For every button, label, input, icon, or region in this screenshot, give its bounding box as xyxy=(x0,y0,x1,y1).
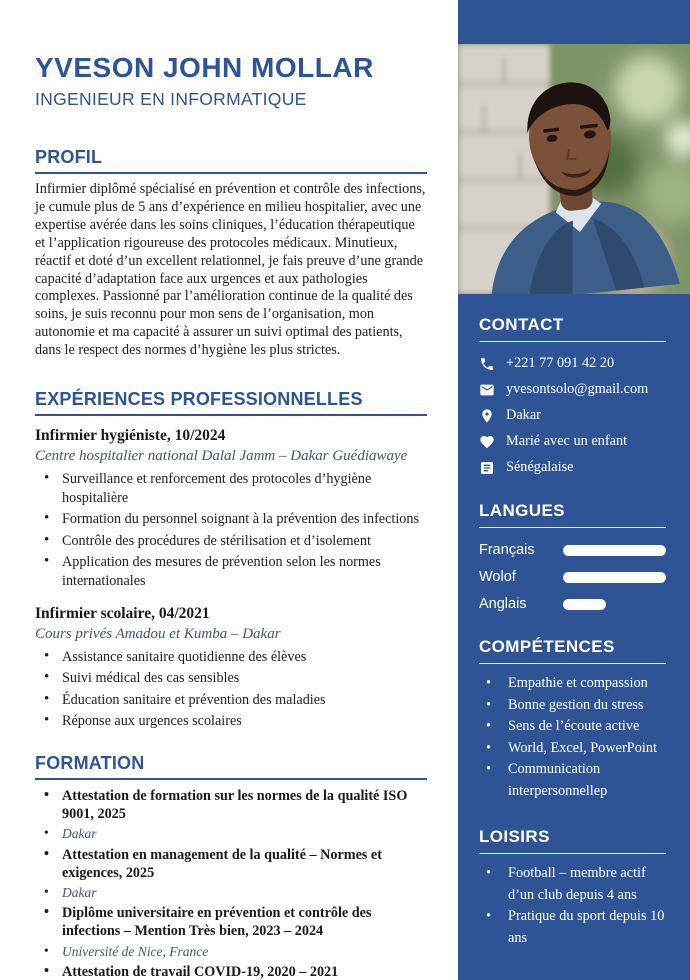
contact-row-phone xyxy=(479,355,666,372)
job-bullet: • Réponse aux urgences scolaires xyxy=(35,712,427,731)
job-company: Cours privés Amadou et Kumba – Dakar xyxy=(35,625,281,642)
job-company: Centre hospitalier national Dalal Jamm – Dakar Guédiawaye xyxy=(35,448,408,465)
sidebar-section-loisirs xyxy=(479,827,666,949)
formation-location: • Université de Nice, France xyxy=(35,943,427,961)
language-label: Français xyxy=(479,542,535,558)
competences-heading: COMPÉTENCES xyxy=(479,637,666,664)
loisirs-heading: LOISIRS xyxy=(479,827,666,854)
formation-item: • Attestation de travail COVID-19, 2020 – 2021 xyxy=(35,963,427,980)
language-level-bar xyxy=(563,599,666,610)
language-level-fill xyxy=(563,572,666,583)
formation-item: • Attestation en management de la qualité – Normes et exigences, 2025 xyxy=(35,846,427,882)
language-level-fill xyxy=(563,545,666,556)
formation-item: • Attestation de formation sur les normes de la qualité ISO 9001, 2025 xyxy=(35,787,427,823)
job-bullet: • Application des mesures de prévention selon les normes internationales xyxy=(35,553,427,590)
sidebar-section-langues xyxy=(479,501,666,612)
sidebar xyxy=(458,0,690,980)
job-bullet: • Formation du personnel soignant à la prévention des infections xyxy=(35,510,427,529)
language-label: Wolof xyxy=(479,569,516,585)
formation-item: • Diplôme universitaire en prévention et contrôle des infections – Mention Très bien, 2023 – 2024 xyxy=(35,904,427,940)
job-bullet: • Contrôle des procédures de stérilisation et d’isolement xyxy=(35,532,427,551)
profile-photo xyxy=(458,44,690,294)
formation-heading: FORMATION xyxy=(35,753,427,780)
formation-location: • Dakar xyxy=(35,884,427,902)
language-label: Anglais xyxy=(479,596,527,612)
loisirs-list xyxy=(479,863,666,949)
sidebar-section-competences xyxy=(479,637,666,802)
competence-item: • Empathie et compassion xyxy=(479,673,666,695)
contact-family-value: Marié avec un enfant xyxy=(506,433,628,449)
job-title: Infirmier scolaire, 04/2021 xyxy=(35,604,210,622)
heart-icon xyxy=(479,434,495,450)
section-profil xyxy=(35,147,427,360)
job-bullet: • Surveillance et renforcement des protocoles d’hygiène hospitalière xyxy=(35,470,427,507)
langues-heading: LANGUES xyxy=(479,501,666,528)
contact-row-email xyxy=(479,381,666,398)
formation-location: • Dakar xyxy=(35,825,427,843)
language-row xyxy=(479,569,666,585)
person-job-title: INGENIEUR EN INFORMATIQUE xyxy=(35,89,307,109)
language-level-bar xyxy=(563,572,666,583)
email-icon xyxy=(479,382,495,398)
language-row xyxy=(479,596,666,612)
contact-row-location xyxy=(479,407,666,424)
phone-icon xyxy=(479,356,495,372)
loisir-item: • Pratique du sport depuis 10 ans xyxy=(479,906,666,949)
sidebar-section-contact xyxy=(479,315,666,476)
competence-item: • Bonne gestion du stress xyxy=(479,695,666,717)
formation-list xyxy=(35,787,427,980)
section-experiences xyxy=(35,389,427,731)
job-title: Infirmier hygiéniste, 10/2024 xyxy=(35,427,226,445)
contact-heading: CONTACT xyxy=(479,315,666,342)
job-bullet: • Éducation sanitaire et prévention des maladies xyxy=(35,691,427,710)
job-entry xyxy=(35,425,427,591)
main-column xyxy=(35,0,427,980)
section-formation xyxy=(35,753,427,980)
job-bullet: • Assistance sanitaire quotidienne des élèves xyxy=(35,648,427,667)
job-bullet: • Suivi médical des cas sensibles xyxy=(35,669,427,688)
job-entry xyxy=(35,603,427,731)
sidebar-content xyxy=(458,294,690,949)
loisir-item: • Football – membre actif d’un club depuis 4 ans xyxy=(479,863,666,906)
id-card-icon xyxy=(479,460,495,476)
job-bullet-list xyxy=(35,648,427,731)
language-level-bar xyxy=(563,545,666,556)
experiences-heading: EXPÉRIENCES PROFESSIONNELLES xyxy=(35,389,427,416)
contact-nationality-value: Sénégalaise xyxy=(506,459,574,475)
profil-heading: PROFIL xyxy=(35,147,427,174)
profil-text: Infirmier diplômé spécialisé en prévention et contrôle des infections, je cumule plus de 5 ans d’expérience en milieu hospitalier, avec une expertise avérée dans les soins cliniques, l’éducation thérapeutique et l’application rigoureuse des protocoles médicaux. Minutieux, réactif et doté d’un excellent relationnel, je fais preuve d’une grande capacité d’adaptation face aux urgences et aux pathologies complexes. Passionné par l’amélioration continue de la qualité des soins, je suis reconnu pour mon sens de l’organisation, mon autonomie et ma capacité à assurer un suivi optimal des patients, dans le respect des normes d’hygiène les plus strictes. xyxy=(35,181,426,359)
contact-row-family xyxy=(479,433,666,450)
person-name: YVESON JOHN MOLLAR xyxy=(35,52,374,83)
contact-email-value: yvesontsolo@gmail.com xyxy=(506,381,649,397)
language-row xyxy=(479,542,666,558)
contact-row-nationality xyxy=(479,459,666,476)
competences-list xyxy=(479,673,666,802)
job-bullet-list xyxy=(35,470,427,591)
competence-item: • World, Excel, PowerPoint xyxy=(479,738,666,760)
competence-item: • Sens de l’écoute active xyxy=(479,716,666,738)
contact-phone-value: +221 77 091 42 20 xyxy=(506,355,615,371)
competence-item: • Communication interpersonnellep xyxy=(479,759,666,802)
location-pin-icon xyxy=(479,408,495,424)
language-level-fill xyxy=(563,599,606,610)
contact-location-value: Dakar xyxy=(506,407,541,423)
